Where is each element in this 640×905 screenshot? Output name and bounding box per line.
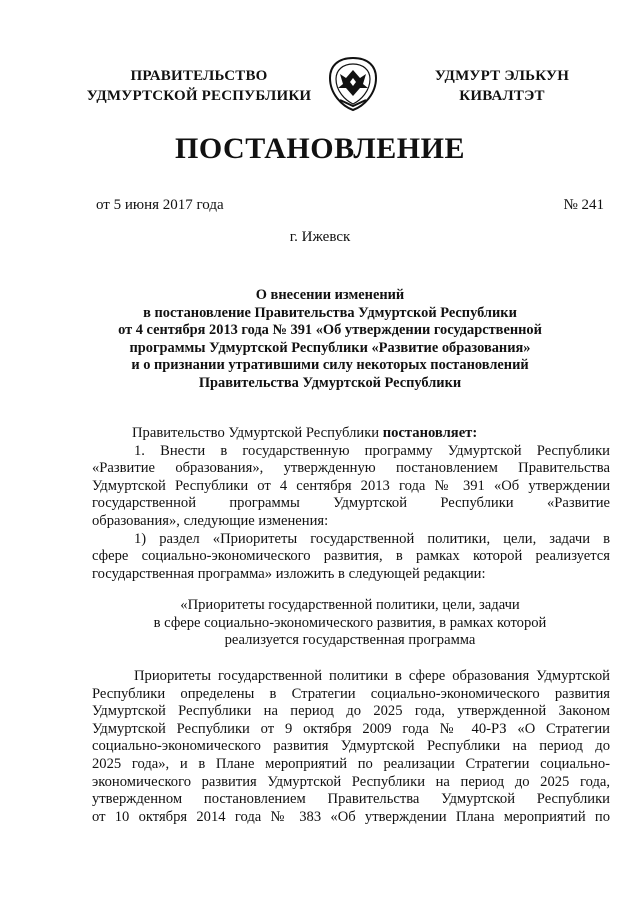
item1-1-line: государственная программа» изложить в следующей редакции: <box>92 565 486 582</box>
subject-line: и о признании утратившими силу некоторых постановлений <box>131 357 529 374</box>
subject-line: от 4 сентября 2013 года № 391 «Об утверждении государственной <box>118 322 542 339</box>
decree-body <box>92 425 610 583</box>
quote-line: реализуется государственная программа <box>224 632 476 649</box>
header-left-line1: ПРАВИТЕЛЬСТВО <box>130 68 268 84</box>
item1-line: государственной программы Удмуртской Республики «Развитие <box>92 495 610 512</box>
decree-number: № 241 <box>563 197 604 213</box>
subject-line: Правительства Удмуртской Республики <box>198 374 462 391</box>
preamble <box>92 425 610 443</box>
para-line: от 10 октября 2014 года № 383 «Об утверждении Плана мероприятий по <box>92 808 610 825</box>
item1-line: Удмуртской Республики от 4 сентября 2013 года № 391 «Об утверждении <box>92 477 610 494</box>
header-right-line1: УДМУРТ ЭЛЬКУН <box>434 68 570 84</box>
subject-line: в постановление Правительства Удмуртской Республики <box>143 304 517 321</box>
subject-line: программы Удмуртской Республики «Развитие образования» <box>129 339 531 356</box>
item1-1-line: сфере социально-экономического развития, в рамках которой реализуется <box>92 548 610 565</box>
para-line: Приоритеты государственной политики в сфере образования Удмуртской <box>134 668 610 684</box>
para-line: экономического развития Удмуртской Республики на период до 2025 года, <box>92 773 610 790</box>
para-line: утвержденном постановлением Правительства Удмуртской Республики <box>92 791 610 808</box>
para-line: социально-экономического развития Удмуртской Республики на период до <box>92 738 610 755</box>
priorities-paragraph <box>92 668 610 826</box>
document-title: ПОСТАНОВЛЕНИЕ <box>175 132 465 165</box>
preamble-bold: постановляет: <box>382 425 478 441</box>
para-line: Республики определены в Стратегии социально-экономического развития <box>92 685 610 702</box>
preamble-text: Правительство Удмуртской Республики <box>132 425 383 441</box>
item1-1-line: 1) раздел «Приоритеты государственной политики, цели, задачи в <box>134 530 610 547</box>
decree-city: г. Ижевск <box>289 229 351 245</box>
header-left-line2: УДМУРТСКОЙ РЕСПУБЛИКИ <box>86 88 312 104</box>
item1-line: 1. Внести в государственную программу Удмуртской Республики <box>134 442 610 459</box>
para-line: Удмуртской Республики от 9 октября 2009 года № 40-РЗ «О Стратегии <box>92 720 610 737</box>
decree-subject <box>100 287 560 393</box>
quote-line: «Приоритеты государственной политики, цели, задачи <box>180 597 520 613</box>
decree-date: от 5 июня 2017 года <box>96 197 224 213</box>
coat-of-arms-icon <box>326 56 380 112</box>
item1-line: «Развитие образования», утвержденную постановлением Правительства <box>92 460 610 477</box>
header-left <box>84 66 314 106</box>
para-line: Удмуртской Республики на период до 2025 года, утвержденной Законом <box>92 703 610 720</box>
quoted-section-heading <box>130 597 570 650</box>
subject-line: О внесении изменений <box>255 287 405 303</box>
para-line: 2025 года», и в Плане мероприятий по реализации Стратегии социально- <box>92 755 610 772</box>
item1-line: образования», следующие изменения: <box>92 512 329 529</box>
header-right-line2: КИВАЛТЭТ <box>459 88 545 104</box>
header-right <box>412 66 592 106</box>
quote-line: в сфере социально-экономического развития, в рамках которой <box>153 614 547 631</box>
